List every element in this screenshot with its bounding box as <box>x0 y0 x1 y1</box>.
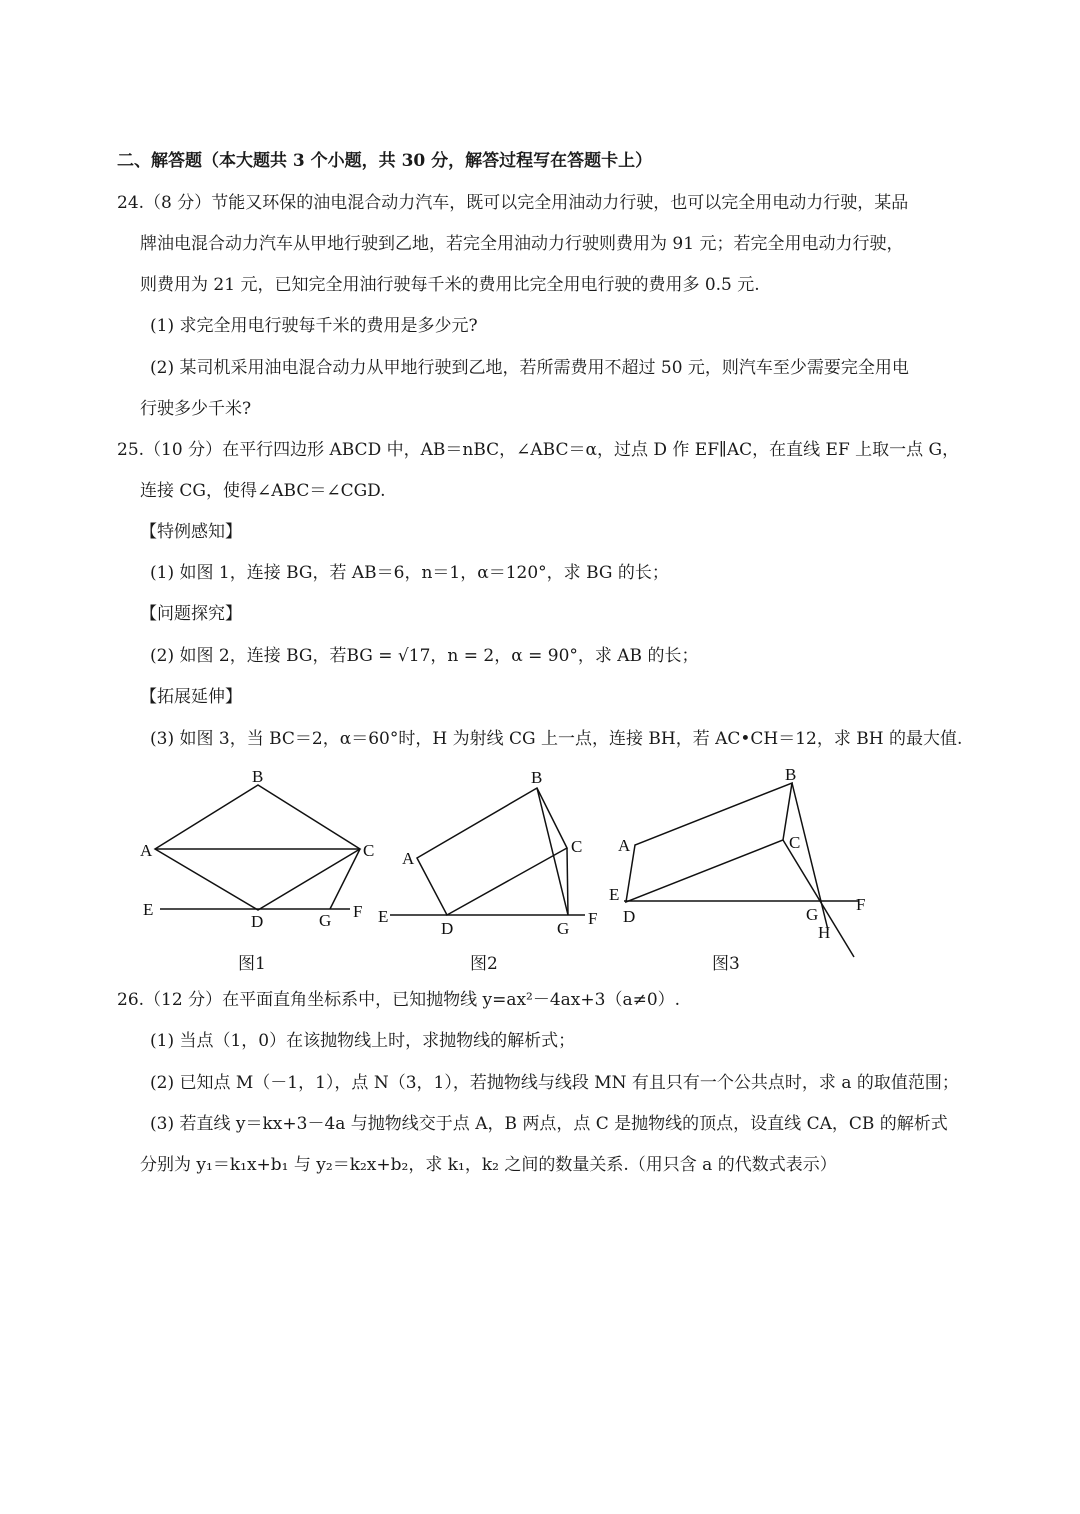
fig3-label-d: D <box>623 907 636 926</box>
q24-line3: 则费用为 21 元，已知完全用油行驶每千米的费用比完全用电行驶的费用多 0.5 元. <box>140 275 760 295</box>
figure-1 <box>130 760 390 944</box>
fig1-label-e: E <box>143 900 154 919</box>
q24-line1: 24.（8 分）节能又环保的油电混合动力汽车，既可以完全用油动力行驶，也可以完全用电动力行驶，某品 <box>117 193 909 213</box>
fig2-label-b: B <box>531 768 543 787</box>
fig3-parallelogram <box>626 783 792 902</box>
fig3-label-h: H <box>818 923 831 942</box>
figure-3 <box>600 760 880 964</box>
fig3-label-e: E <box>609 885 620 904</box>
fig2-label-d: D <box>441 919 454 938</box>
q26-part1: (1) 当点（1，0）在该抛物线上时，求抛物线的解析式； <box>150 1031 576 1051</box>
q25-heading-3: 【拓展延伸】 <box>140 687 242 707</box>
fig2-label-f: F <box>588 909 598 928</box>
fig2-label-e: E <box>378 907 389 926</box>
q24-line2: 牌油电混合动力汽车从甲地行驶到乙地，若完全用油动力行驶则费用为 91 元；若完全用电动力行驶， <box>140 234 904 254</box>
fig3-label-f: F <box>856 895 866 914</box>
fig2-line-cg <box>567 848 568 915</box>
fig3-label-g: G <box>806 905 819 924</box>
fig1-label-g: G <box>319 911 332 930</box>
q26-part3a: (3) 若直线 y＝kx+3－4a 与抛物线交于点 A，B 两点，点 C 是抛物线的顶点，设直线 CA，CB 的解析式 <box>150 1114 948 1134</box>
q25-part3: (3) 如图 3，当 BC＝2，α＝60°时，H 为射线 CG 上一点，连接 BH，若 AC•CH＝12，求 BH 的最大值. <box>150 729 963 749</box>
q25-part1: (1) 如图 1，连接 BG，若 AB＝6，n＝1，α＝120°，求 BG 的长； <box>150 563 669 583</box>
q25-line2: 连接 CG，使得∠ABC＝∠CGD. <box>140 481 386 501</box>
fig1-label-c: C <box>363 841 375 860</box>
q25-heading-2: 【问题探究】 <box>140 604 242 624</box>
fig2-label-a: A <box>402 849 415 868</box>
q24-part2a: (2) 某司机采用油电混合动力从甲地行驶到乙地，若所需费用不超过 50 元，则汽车至少需要完全用电 <box>150 358 909 378</box>
fig1-label-d: D <box>251 912 264 931</box>
fig2-line-bg <box>537 788 568 915</box>
q24-part1: (1) 求完全用电行驶每千米的费用是多少元? <box>150 316 478 336</box>
fig1-label-f: F <box>353 902 363 921</box>
caption-fig3: 图3 <box>712 954 740 974</box>
q26-part3b: 分别为 y₁＝k₁x+b₁ 与 y₂＝k₂x+b₂，求 k₁，k₂ 之间的数量关系.（用只含 a 的代数式表示） <box>140 1155 837 1175</box>
fig2-label-c: C <box>571 837 583 856</box>
fig1-label-a: A <box>140 841 153 860</box>
q25-part2: (2) 如图 2，连接 BG，若BG = √17，n = 2，α = 90°，求 AB 的长； <box>150 646 699 666</box>
fig1-label-b: B <box>252 767 264 786</box>
fig3-label-a: A <box>618 836 631 855</box>
q26-line1: 26.（12 分）在平面直角坐标系中，已知抛物线 y=ax²－4ax+3（a≠0）. <box>117 990 681 1010</box>
fig2-label-g: G <box>557 919 570 938</box>
fig2-parallelogram <box>417 788 567 915</box>
q24-part2b: 行驶多少千米? <box>140 399 252 419</box>
caption-fig2: 图2 <box>470 954 498 974</box>
fig3-label-c: C <box>789 833 801 852</box>
caption-fig1: 图1 <box>238 954 266 974</box>
q25-heading-1: 【特例感知】 <box>140 522 242 542</box>
q26-part2: (2) 已知点 M（－1，1），点 N（3，1），若抛物线与线段 MN 有且只有一个公共点时，求 a 的取值范围； <box>150 1073 959 1093</box>
fig3-label-b: B <box>785 765 797 784</box>
figure-2 <box>375 760 605 944</box>
fig1-parallelogram <box>155 785 360 910</box>
section-header: 二、解答题（本大题共 3 个小题，共 30 分，解答过程写在答题卡上） <box>117 151 653 171</box>
q25-line1: 25.（10 分）在平行四边形 ABCD 中，AB＝nBC，∠ABC＝α，过点 D 作 EF∥AC，在直线 EF 上取一点 G， <box>117 440 960 460</box>
